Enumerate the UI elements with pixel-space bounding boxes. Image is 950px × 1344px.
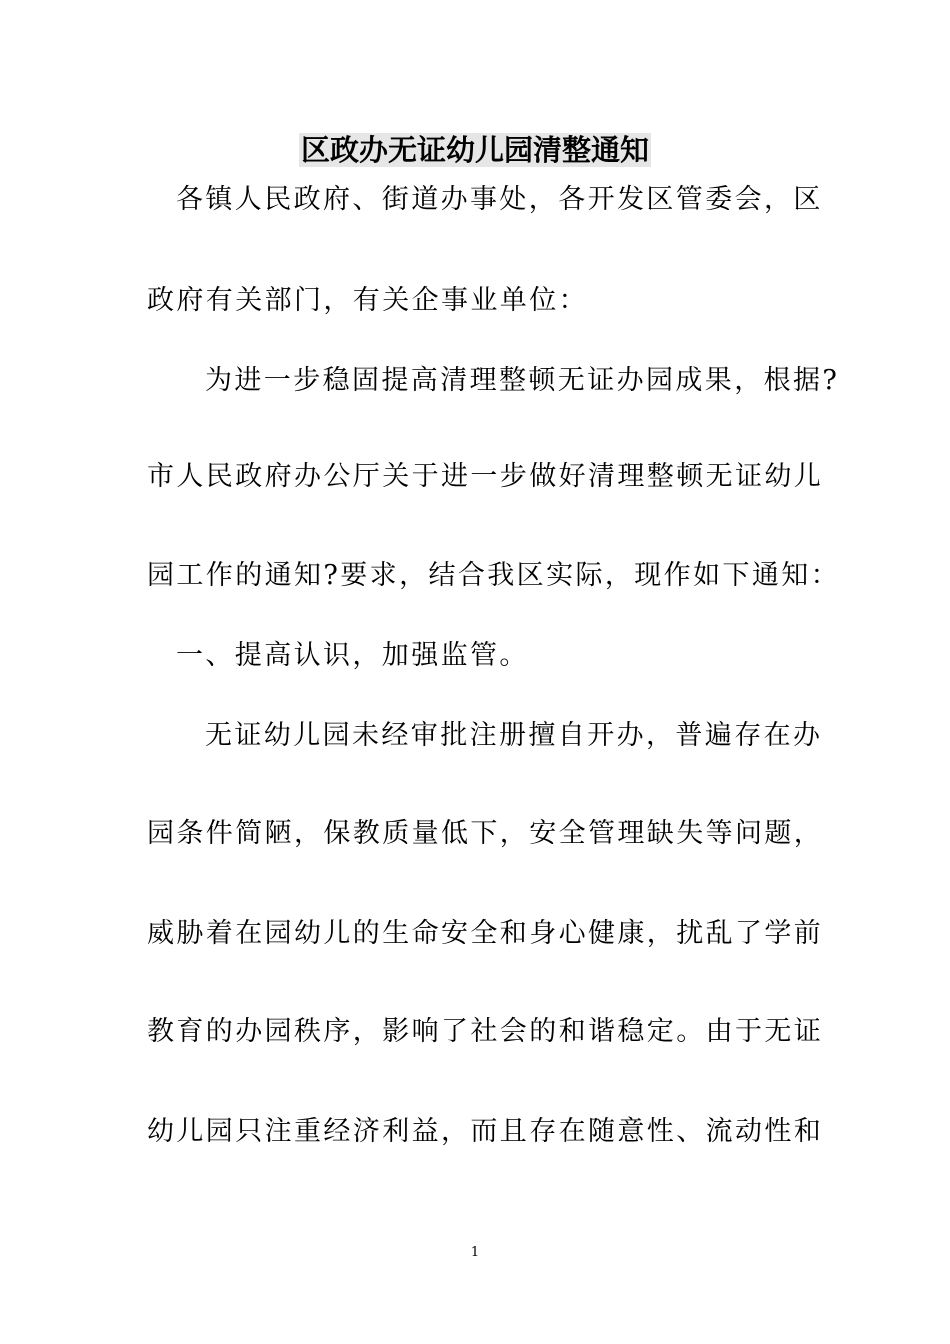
body-line: 政府有关部门，有关企事业单位： <box>147 285 588 316</box>
body-line: 教育的办园秩序，影响了社会的和谐稳定。由于无证 <box>147 1016 824 1047</box>
document-title <box>0 130 950 170</box>
body-line: 威胁着在园幼儿的生命安全和身心健康，扰乱了学前 <box>147 918 824 949</box>
body-line: 园条件简陋，保教质量低下，安全管理缺失等问题， <box>147 818 824 849</box>
body-line: 园工作的通知?要求，结合我区实际，现作如下通知： <box>147 560 841 591</box>
body-line: 无证幼儿园未经审批注册擅自开办，普遍存在办 <box>205 720 823 751</box>
body-line: 幼儿园只注重经济利益，而且存在随意性、流动性和 <box>147 1116 824 1147</box>
document-title-text: 区政办无证幼儿园清整通知 <box>300 133 649 167</box>
body-line: 市人民政府办公厅关于进一步做好清理整顿无证幼儿 <box>147 461 824 492</box>
body-line: 为进一步稳固提高清理整顿无证办园成果，根据? <box>205 365 840 396</box>
body-line: 各镇人民政府、街道办事处，各开发区管委会，区 <box>176 184 823 215</box>
section-heading: 一、提高认识，加强监管。 <box>176 640 529 671</box>
page-number: 1 <box>470 1245 480 1260</box>
